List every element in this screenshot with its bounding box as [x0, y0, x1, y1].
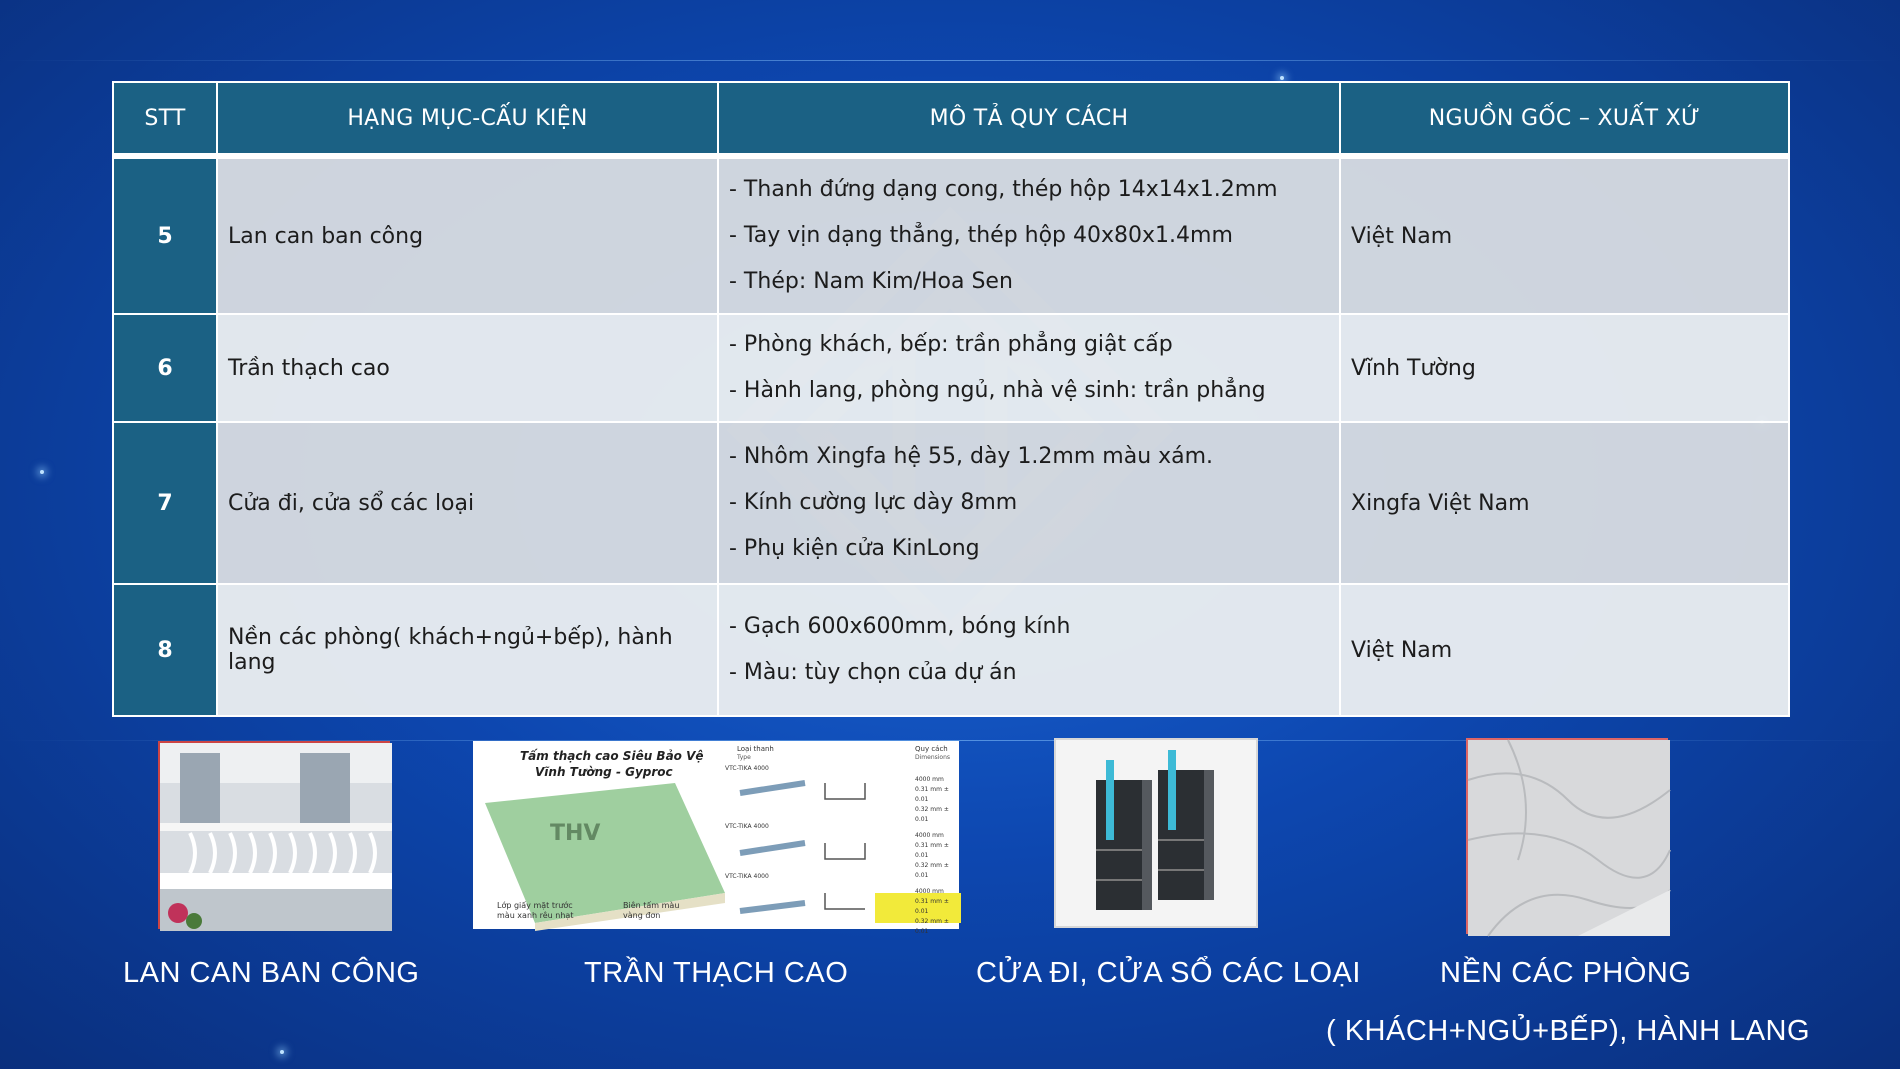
- desc-line: - Màu: tùy chọn của dự án: [729, 660, 1017, 685]
- gypsum-row-dims: [915, 775, 957, 825]
- row-origin: Xingfa Việt Nam: [1340, 422, 1789, 584]
- gypsum-col-type-en: Type: [737, 754, 751, 761]
- table-row: [113, 584, 1789, 716]
- gypsum-dim: 0.32 mm ± 0.01: [915, 918, 949, 935]
- marble-tile-icon: [1468, 740, 1670, 936]
- header-item: HẠNG MỤC-CẤU KIỆN: [217, 82, 718, 156]
- gypsum-row-dims: [915, 887, 957, 937]
- table-row: [113, 422, 1789, 584]
- caption-balcony: LAN CAN BAN CÔNG: [123, 957, 420, 989]
- caption-floor-line1: NỀN CÁC PHÒNG: [1440, 957, 1692, 989]
- aluminum-profile-icon: [1056, 740, 1260, 930]
- bg-light-dot: [40, 470, 44, 474]
- desc-line: - Hành lang, phòng ngủ, nhà vệ sinh: trần phẳng: [729, 378, 1266, 403]
- desc-line: - Thép: Nam Kim/Hoa Sen: [729, 269, 1013, 294]
- door-profile-photo: [1054, 738, 1258, 928]
- gypsum-subtitle: Vĩnh Tường - Gyproc: [535, 765, 673, 779]
- table-row: [113, 314, 1789, 422]
- desc-line: - Phòng khách, bếp: trần phẳng giật cấp: [729, 332, 1173, 357]
- caption-doors: CỬA ĐI, CỬA SỔ CÁC LOẠI: [976, 957, 1361, 989]
- gypsum-title: Tấm thạch cao Siêu Bảo Vệ: [520, 749, 704, 763]
- gypsum-dim: 0.32 mm ± 0.01: [915, 862, 949, 879]
- desc-line: - Thanh đứng dạng cong, thép hộp 14x14x1.2mm: [729, 177, 1278, 202]
- row-stt: 5: [113, 156, 217, 314]
- balcony-railing-icon: [160, 743, 392, 931]
- row-origin: Vĩnh Tường: [1340, 314, 1789, 422]
- caption-ceiling: TRẦN THẠCH CAO: [584, 957, 849, 989]
- row-description: [718, 422, 1340, 584]
- gypsum-col-type: Loại thanh: [737, 745, 774, 753]
- bg-glow-line: [0, 60, 1900, 61]
- spec-table: [112, 81, 1790, 717]
- row-stt: 6: [113, 314, 217, 422]
- row-stt: 7: [113, 422, 217, 584]
- row-item: Lan can ban công: [217, 156, 718, 314]
- table-row: [113, 156, 1789, 314]
- gypsum-logo: THV: [550, 821, 601, 846]
- gypsum-dim: 0.31 mm ± 0.01: [915, 842, 949, 859]
- row-description: [718, 584, 1340, 716]
- row-item: Cửa đi, cửa sổ các loại: [217, 422, 718, 584]
- desc-line: - Kính cường lực dày 8mm: [729, 490, 1018, 515]
- row-origin: Việt Nam: [1340, 156, 1789, 314]
- gypsum-row-name: VTC-TIKA 4000: [725, 873, 769, 880]
- table-header-row: [113, 82, 1789, 156]
- header-origin: NGUỒN GỐC – XUẤT XỨ: [1340, 82, 1789, 156]
- caption-floor-line2: ( KHÁCH+NGỦ+BẾP), HÀNH LANG: [1326, 1015, 1811, 1047]
- row-description: [718, 156, 1340, 314]
- gypsum-row-name: VTC-TIKA 4000: [725, 765, 769, 772]
- bg-light-dot: [1280, 76, 1284, 80]
- desc-line: - Gạch 600x600mm, bóng kính: [729, 614, 1071, 639]
- gypsum-col-dim: Quy cách: [915, 745, 948, 753]
- gypsum-dim: 0.31 mm ± 0.01: [915, 898, 949, 915]
- row-description: [718, 314, 1340, 422]
- row-stt: 8: [113, 584, 217, 716]
- gypsum-dim: 0.32 mm ± 0.01: [915, 806, 949, 823]
- desc-line: - Nhôm Xingfa hệ 55, dày 1.2mm màu xám.: [729, 444, 1214, 469]
- gypsum-label-right: Biên tấm màu vàng đơn: [623, 901, 680, 920]
- gypsum-label-left: Lớp giấy mặt trước màu xanh rêu nhạt: [497, 901, 574, 920]
- gypsum-dim: 4000 mm: [915, 776, 944, 783]
- gypsum-dim: 0.31 mm ± 0.01: [915, 786, 949, 803]
- bg-light-dot: [280, 1050, 284, 1054]
- watermark-subtitle: [400, 830, 419, 900]
- gypsum-board-photo: [473, 741, 959, 935]
- gypsum-row-dims: [915, 831, 957, 881]
- gypsum-dim: 4000 mm: [915, 888, 944, 895]
- balcony-photo: [158, 741, 390, 929]
- header-description: MÔ TẢ QUY CÁCH: [718, 82, 1340, 156]
- row-origin: Việt Nam: [1340, 584, 1789, 716]
- floor-tile-photo: [1466, 738, 1668, 934]
- desc-line: - Phụ kiện cửa KinLong: [729, 536, 980, 561]
- gypsum-row-name: VTC-TIKA 4000: [725, 823, 769, 830]
- row-item: Nền các phòng( khách+ngủ+bếp), hành lang: [217, 584, 718, 716]
- gypsum-col-dim-en: Dimensions: [915, 754, 951, 761]
- desc-line: - Tay vịn dạng thẳng, thép hộp 40x80x1.4mm: [729, 223, 1233, 248]
- gypsum-dim: 4000 mm: [915, 832, 944, 839]
- row-item: Trần thạch cao: [217, 314, 718, 422]
- header-stt: STT: [113, 82, 217, 156]
